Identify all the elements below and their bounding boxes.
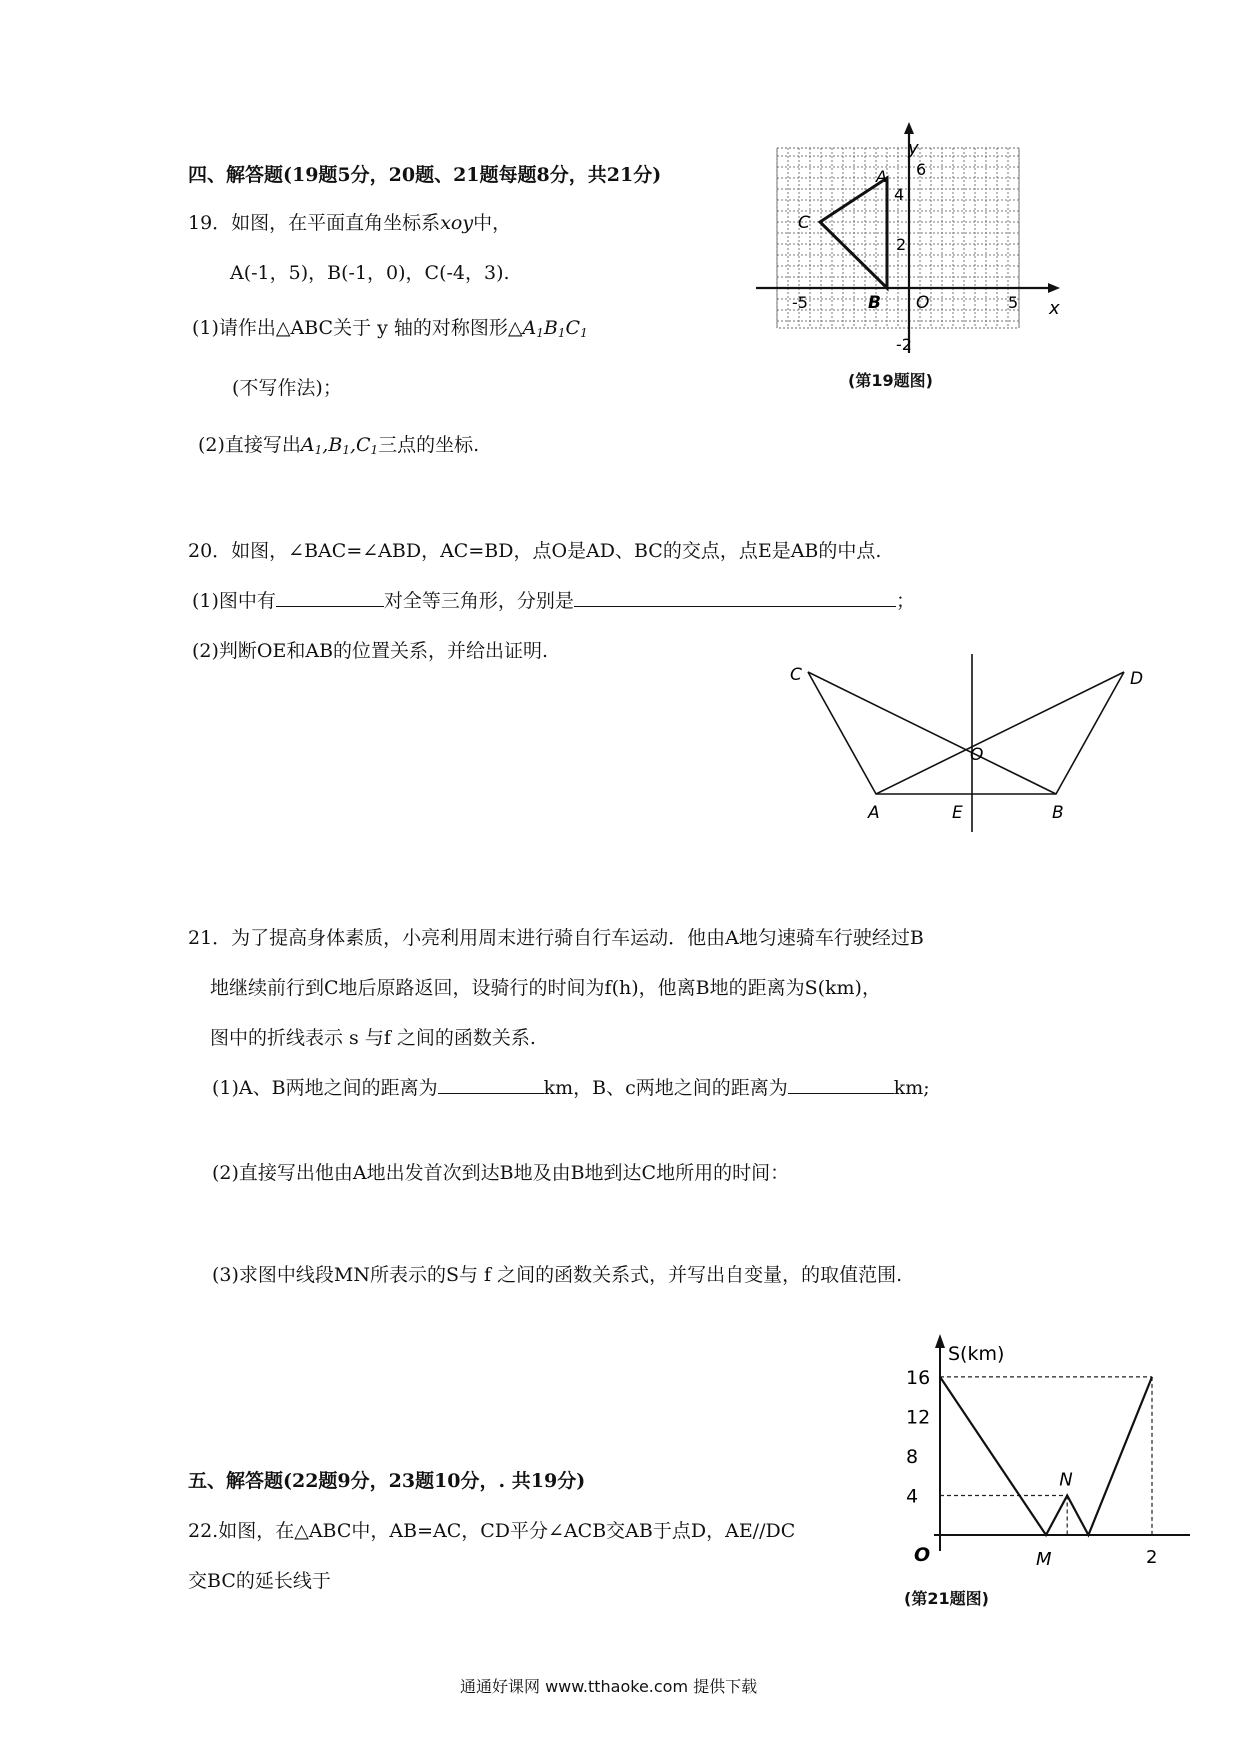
y-axis-label: y [908,138,919,159]
section5-heading: 五、解答题(22题9分，23题10分，. 共19分) [188,1470,586,1492]
q19-stem [188,210,511,236]
tick-6: 6 [916,160,927,179]
q19-points: A(-1，5)，B(-1，0)，C(-4，3). [230,262,510,284]
q21-caption: (第21题图) [904,1589,989,1608]
q21-part1-text: (1)A、B两地之间的距离为 [212,1077,438,1099]
q19-part2-text: (2)直接写出 [198,434,301,456]
q19-part1-note: (不写作法)； [232,377,342,399]
q20-stem: 20．如图，∠BAC=∠ABD，AC=BD，点O是AD、BC的交点，点E是AB的中点. [188,540,882,562]
q19-caption: (第19题图) [848,371,933,390]
label-e: E [952,803,963,823]
tick-2: 2 [896,235,907,254]
q20-part1-end: ； [895,590,915,612]
q22-line2: 交BC的延长线于 [188,1570,331,1592]
segment-da [876,672,1124,794]
chart-origin-label: O [914,1544,931,1566]
point-a-label: A [876,167,887,186]
q21-line3: 图中的折线表示 s 与f 之间的函数关系. [210,1027,536,1049]
q21-part1-mid: km，B、c两地之间的距离为 [543,1077,788,1099]
q20-answer-blank-2[interactable] [574,588,896,607]
segment-cb [808,672,1056,794]
label-c: C [790,665,802,685]
q20-part1-text: (1)图中有 [192,590,276,612]
q19-xoy: xoy [440,212,474,234]
q20-answer-blank-1[interactable] [276,588,384,607]
chart-y-arrow-icon [935,1334,945,1348]
q21-answer-blank-1[interactable] [438,1075,544,1094]
q20-outer-polyline [808,672,1124,794]
label-o: O [970,745,984,765]
point-b-label: B [868,293,881,313]
q21-line1: 21．为了提高身体素质，小亮利用周末进行骑自行车运动．他由A地匀速骑车行驶经过B [188,927,924,949]
q19-part2-end: 三点的坐标. [378,434,480,456]
chart-series-line [940,1377,1152,1535]
chart-y-tick-8: 8 [906,1445,919,1468]
origin-label: O [916,293,930,313]
tick-neg2: -2 [896,335,912,354]
label-d: D [1130,669,1144,689]
chart-y-tick-12: 12 [906,1406,931,1429]
q21-chart [830,1330,1190,1580]
q19-stem-end: 中， [473,212,512,234]
q22-line1: 22.如图，在△ABC中，AB=AC，CD平分∠ACB交AB于点D，AE//DC [188,1520,796,1542]
label-a: A [868,803,880,823]
section4-heading: 四、解答题(19题5分，20题、21题每题8分，共21分) [188,164,662,186]
q19-coordinate-figure [756,118,1066,358]
q21-part1-end: km; [893,1077,930,1099]
chart-x-tick-m: M [1036,1549,1052,1570]
tick-5: 5 [1008,293,1019,312]
chart-point-n-label: N [1059,1469,1073,1491]
x-axis-label: x [1049,298,1060,319]
q19-stem-text: 19．如图，在平面直角坐标系 [188,212,441,234]
y-axis-arrow-icon [904,122,914,134]
tick-4: 4 [894,185,905,204]
point-c-label: C [798,213,810,233]
chart-y-tick-16: 16 [906,1366,931,1389]
footer-text: 通通好课网 www.tthaoke.com 提供下载 [460,1677,758,1696]
tick-neg5: -5 [792,293,808,312]
chart-y-tick-4: 4 [906,1485,919,1508]
q20-part1 [192,588,915,614]
q21-part1 [212,1075,930,1101]
q21-answer-blank-2[interactable] [788,1075,894,1094]
q19-part1: (1)请作出△ABC关于 y 轴的对称图形$\triangle A_1B_1C_1$ [192,317,588,340]
q21-part3: (3)求图中线段MN所表示的S与 f 之间的函数关系式，并写出自变量，的取值范围. [212,1264,903,1286]
q20-part2: (2)判断OE和AB的位置关系，并给出证明. [192,640,549,662]
q20-part1-mid: 对全等三角形，分别是 [383,590,574,612]
q21-part2: (2)直接写出他由A地出发首次到达B地及由B地到达C地所用的时间： [212,1162,790,1184]
chart-y-label: S(km) [948,1343,1005,1365]
q19-part2: (2)直接写出$A_1,B_1,C_1$三点的坐标. [198,434,480,457]
q21-line2: 地继续前行到C地后原路返回，设骑行的时间为f(h)，他离B地的距离为S(km)， [210,977,881,999]
chart-x-tick-2: 2 [1146,1547,1158,1568]
q20-figure [780,650,1160,840]
q19-part1-text: (1)请作出△ABC关于 y 轴的对称图形△ [192,317,523,339]
x-axis-arrow-icon [1048,283,1060,293]
label-b: B [1052,803,1064,823]
